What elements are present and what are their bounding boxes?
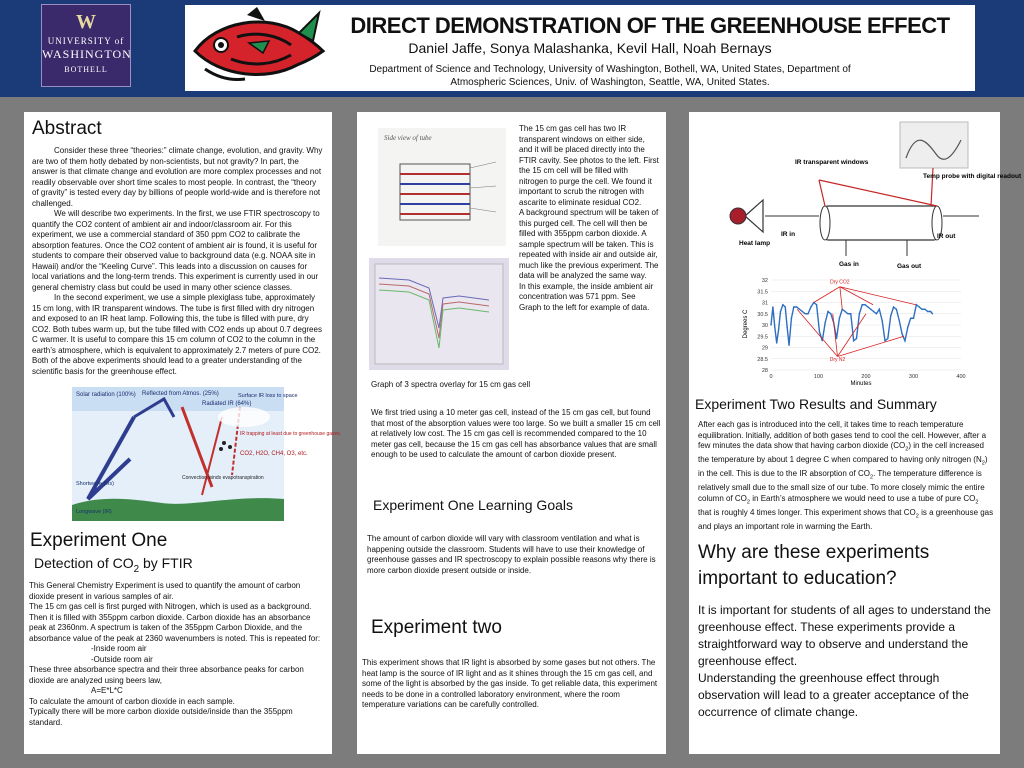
experiment-one-subheading — [34, 555, 193, 575]
logo-line-bothell: BOTHELL — [64, 65, 108, 74]
chart-data-point — [867, 306, 868, 307]
importance-paragraph: Understanding the greenhouse effect through observation will lead to a greater acceptance of the occurrence of climate change. — [698, 671, 969, 719]
chart-y-tick: 30 — [761, 323, 768, 329]
chart-data-point — [879, 309, 880, 310]
chart-data-point — [856, 338, 857, 339]
results-subscript: 2 — [915, 513, 919, 520]
chart-data-point — [910, 318, 911, 319]
spectra-overlay-photo — [369, 258, 509, 370]
chart-y-tick: 31.5 — [757, 289, 768, 296]
chart-data-point — [913, 318, 914, 319]
experiment-two-text: This experiment shows that IR light is absorbed by some gases but not others. The heat lamp is the source of IR light and as it shines through the 15 cm gas cell, and some of the light is absorbed by the gas inside. To get reliable data, this experiment needs to be done in a controlled laboratory environment, where the room temperature variations can be carefully controlled. — [362, 658, 658, 709]
chart-data-point — [873, 311, 874, 312]
chart-data-point — [776, 342, 777, 343]
results-segment: ) in the cell. This is due to the IR absorption of CO — [698, 455, 988, 479]
chart-data-point — [827, 311, 828, 312]
experiment-one-heading: Experiment One — [30, 530, 168, 551]
left-panel — [24, 112, 342, 754]
subheading-text: Detection of CO — [34, 555, 134, 571]
chart-data-point — [780, 311, 781, 312]
chart-annotation-arrow — [838, 336, 905, 356]
chart-data-point — [802, 311, 803, 312]
chart-data-point — [822, 340, 823, 341]
diagram-label: CO2, H2O, CH4, O3, etc. — [240, 451, 308, 457]
results-segment: After each gas is introduced into the cell, it takes time to reach temperature equilibration. Initially, addition of both gases tend to cool the cell. However, after a few minutes the data show that having carbon dioxide (CO — [698, 420, 987, 450]
diagram-label: Shortwave (vis) — [76, 481, 114, 487]
chart-data-point — [921, 309, 922, 310]
first-tried-text: We first tried using a 10 meter gas cell, instead of the 15 cm gas cell, but found that most of the absorption values were too large. So we built a smaller 15 cm cell at relatively low cost. The 15 cm gas cell is recommended compared to the 10 meter gas cell, because the 15 cm gas cell has absorbance values that are small enough to be used to calculate the amount of carbon dioxide present. — [371, 408, 661, 459]
apparatus-label: Heat lamp — [739, 240, 771, 247]
apparatus-label: IR transparent windows — [795, 159, 869, 166]
results-subscript: 2 — [975, 499, 979, 506]
chart-data-point — [932, 313, 933, 314]
chart-y-tick: 28.5 — [757, 356, 768, 363]
chart-data-point — [788, 345, 789, 346]
affiliation: Department of Science and Technology, University of Washington, Bothell, WA, United States, Department of Atmospheric Sciences, Univ. of Washington, Seattle, WA, United States. — [369, 64, 851, 88]
exp-one-line: These three absorbance spectra and their three absorbance peaks for carbon dioxide are analyzed using beers law, — [29, 665, 304, 685]
gas-cell-sketch — [378, 128, 506, 246]
chart-annotation-arrow — [840, 287, 873, 305]
diagram-label: Radiated IR (64%) — [202, 401, 252, 407]
exp-one-line: To calculate the amount of carbon dioxide in each sample. — [29, 696, 235, 706]
chart-x-label: Minutes — [850, 381, 872, 387]
diagram-label: Surface IR loss to space — [238, 393, 298, 399]
chart-annotation-arrow — [840, 287, 842, 310]
chart-data-point — [844, 311, 845, 312]
chart-data-point — [919, 306, 920, 307]
gas-cell-text: The 15 cm gas cell has two IR transparent windows on either side, and it will be placed directly into the FTIR cavity. See photos to the left. First the 15 cm cell will be filled with nitrogen to purge the cell. We found it important to scrub the nitrogen with ascarite to eliminate residual CO2. A background spectrum will be taken of this purged cell. The cell will then be filled with 355ppm carbon dioxide. A sample spectrum will be taken. This is repeated with inside air and outside air, much like the previous experiment. The data will be analyzed the same way. In this example, the inside ambient air concentration was 571 ppm. See Graph to the left for example of data. — [519, 124, 659, 312]
chart-data-point — [839, 318, 840, 319]
chart-y-tick: 30.5 — [757, 311, 768, 318]
greenhouse-effect-diagram — [72, 387, 342, 521]
exp-one-line: A=E*L*C — [91, 686, 123, 695]
experiment-two-results-heading: Experiment Two Results and Summary — [695, 396, 937, 412]
chart-y-tick: 31 — [761, 300, 768, 307]
apparatus-label: Gas in — [839, 261, 859, 268]
chart-data-point — [774, 327, 775, 328]
title-box — [185, 5, 975, 91]
chart-annotation-arrow — [814, 287, 840, 303]
chart-y-tick: 28 — [761, 368, 768, 374]
gas-cell-description — [519, 124, 659, 313]
abstract-paragraph: We will describe two experiments. In the first, we use FTIR spectroscopy to quantify the CO2 content of ambient air and indoor/classroom air. For this experiment, we use a commercial standard of 350 ppm CO2 to calibrate the absorption features. Once the CO2 content of ambient air is found, it is useful for students to compare their observed value to background data (e.g. NOAA site in Hawaii) and/or the “Keeling Curve”. This leads into a discussion on causes for local variations and the long-term trends. This experiment is currently used in our general chemistry class but could be used in many other science classes. — [32, 209, 320, 292]
chart-annotation-n2: Dry N2 — [829, 357, 846, 363]
sketch-label: Side view of tube — [384, 134, 432, 142]
chart-data-point — [785, 306, 786, 307]
diagram-label: IR trapping at least due to greenhouse gases. — [240, 431, 342, 437]
chart-annotation-co2: Dry CO2 — [830, 279, 850, 286]
middle-panel — [357, 112, 666, 754]
chart-data-point — [782, 304, 783, 305]
results-segment: that is roughly 4 times longer. This experiment shows that CO — [698, 507, 916, 517]
chart-data-point — [899, 320, 900, 321]
subheading-text: by FTIR — [139, 555, 193, 571]
results-segment: is a greenhouse gas and plays an important role in warming the Earth. — [698, 507, 994, 531]
chart-data-point — [850, 313, 851, 314]
exp-one-line: -Inside room air — [91, 644, 147, 653]
chart-data-point — [836, 338, 837, 339]
abstract-paragraph: In the second experiment, we use a simple plexiglass tube, approximately 15 cm long, with IR transparent windows. The tube is first filled with dry nitrogen and exposed to an IR heat lamp. Following this, the tube is filled with pure, dry CO2. Both tubes warm up, but the tube filled with CO2 ends up about 0.7 degrees C warmer. It is useful to compare this 15 cm column of CO2 to the column in the earth’s atmosphere, which is equivalent to approximately 2.7 meters of pure CO2. Both of the above experiments should lead to a greater understanding of the scientific basis for the greenhouse effect. — [32, 293, 322, 376]
chart-data-point — [884, 340, 885, 341]
temperature-chart — [741, 274, 971, 388]
learning-goals-heading: Experiment One Learning Goals — [373, 497, 573, 513]
chart-data-point — [816, 304, 817, 305]
chart-x-tick: 400 — [956, 374, 966, 380]
chart-data-point — [796, 306, 797, 307]
diagram-label: Reflected from Atmos. (25%) — [142, 391, 219, 397]
chart-data-point — [810, 306, 811, 307]
results-subscript: 2 — [869, 474, 874, 481]
abstract-heading: Abstract — [32, 118, 102, 139]
experiment-two-results-text — [698, 420, 994, 532]
chart-data-point — [907, 327, 908, 328]
diagram-label: Longwave (IR) — [76, 509, 112, 515]
graph-caption: Graph of 3 spectra overlay for 15 cm gas cell — [371, 380, 531, 389]
chart-data-point — [887, 338, 888, 339]
chart-x-tick: 100 — [813, 374, 824, 380]
results-segment: ) in the cell increased the temperature by about 1 degree C when compared to having only nitrogen (N — [698, 441, 984, 465]
chart-data-point — [770, 324, 771, 325]
results-subscript: 2 — [905, 446, 909, 453]
authors: Daniel Jaffe, Sonya Malashanka, Kevil Hall, Noah Bernays — [408, 40, 772, 56]
chart-data-point — [864, 304, 865, 305]
chart-data-point — [927, 311, 928, 312]
chart-data-point — [853, 340, 854, 341]
exp-one-line: -Outside room air — [91, 654, 153, 664]
chart-data-point — [890, 315, 891, 316]
chart-data-point — [830, 313, 831, 314]
chart-data-point — [862, 304, 863, 305]
apparatus-label: Gas out — [897, 263, 922, 270]
apparatus-label: IR out — [937, 233, 956, 240]
apparatus-diagram — [711, 120, 1022, 276]
chart-data-point — [778, 329, 779, 330]
chart-data-point — [904, 340, 905, 341]
exp-one-line: The 15 cm gas cell is first purged with Nitrogen, which is used as a background. Then it is filled with 355ppm carbon dioxide. Carbon dioxide has an absorbance peak at 2360nm. A spectrum is taken of the 355ppm Carbon Dioxide, and the absorbance value of the peak at 2360 wavenumbers is noted. This is repeated for: — [29, 602, 321, 643]
chart-data-point — [881, 320, 882, 321]
chart-y-tick: 29.5 — [757, 334, 768, 341]
chart-data-point — [772, 306, 773, 307]
chart-y-tick: 29 — [761, 345, 768, 352]
chart-data-point — [793, 306, 794, 307]
chart-data-point — [824, 322, 825, 323]
chart-data-point — [870, 309, 871, 310]
diagram-label: Solar radiation (100%) — [76, 392, 136, 398]
chart-data-point — [893, 306, 894, 307]
learning-goals-text: The amount of carbon dioxide will vary with classroom ventilation and what is happening outside the classroom. Students will have to use their knowledge of greenhouse gasses and IR spectroscopy to explain possible reasons why there is more carbon dioxide present outside or inside. — [367, 534, 656, 575]
chart-data-point — [819, 331, 820, 332]
logo-line-university: UNIVERSITY of — [47, 36, 125, 46]
header-bar — [0, 0, 1024, 97]
chart-data-point — [930, 311, 931, 312]
poster-title: DIRECT DEMONSTRATION OF THE GREENHOUSE EFFECT — [350, 13, 950, 38]
results-subscript: 2 — [981, 460, 985, 467]
chart-data-point — [876, 313, 877, 314]
chart-y-tick: 32 — [761, 278, 768, 284]
abstract-body — [32, 146, 324, 377]
importance-paragraph: It is important for students of all ages to understand the greenhouse effect. These experiments provide a straightforward way to observe and understand the greenhouse effect. — [698, 603, 991, 668]
right-panel — [689, 112, 1022, 754]
logo-line-washington: WASHINGTON — [42, 47, 132, 61]
chart-y-label: Degrees C — [743, 309, 749, 339]
apparatus-label: IR in — [781, 231, 796, 238]
chart-data-point — [901, 333, 902, 334]
apparatus-label: Temp probe with digital readout — [923, 173, 1022, 180]
salmon-art-icon — [187, 7, 327, 87]
exp-one-line: Typically there will be more carbon dioxide outside/inside than the 355ppm standard. — [29, 707, 293, 727]
uw-bothell-logo — [41, 4, 131, 87]
importance-body — [698, 602, 998, 721]
abstract-paragraph: Consider these three “theories:” climate change, evolution, and gravity. Why are two of them hotly debated by non-scientists, but not gravity? In part, the answer is that climate change and evolution are more complex processes and not readily observable over short time scales to most people. In contrast, the “theory of gravity” is tested every day by billions of people world-wide and is therefore not challenged. — [32, 146, 323, 208]
chart-x-tick: 0 — [769, 374, 773, 380]
chart-data-point — [896, 309, 897, 310]
chart-data-point — [786, 327, 787, 328]
chart-annotation-arrow — [840, 287, 916, 305]
chart-data-point — [847, 313, 848, 314]
chart-data-point — [807, 313, 808, 314]
experiment-one-body — [29, 581, 327, 728]
chart-data-point — [805, 313, 806, 314]
exp-one-line: This General Chemistry Experiment is used to quantify the amount of carbon dioxide present in various samples of air. — [29, 581, 301, 601]
experiment-two-heading: Experiment two — [371, 617, 502, 638]
chart-data-point — [791, 318, 792, 319]
chart-data-point — [859, 313, 860, 314]
results-segment: . The temperature difference is relatively small due to the small size of our tube. To more closely mimic the entire column of CO — [698, 469, 985, 503]
results-segment: in Earth’s atmosphere we would need to use a tube of pure CO — [750, 493, 976, 503]
diagram-label: Convection winds evapotranspiration — [182, 475, 264, 481]
chart-x-tick: 300 — [908, 374, 919, 380]
importance-heading: Why are these experiments important to education? — [698, 542, 930, 589]
chart-data-point — [924, 309, 925, 310]
chart-data-point — [799, 309, 800, 310]
subheading-subscript: 2 — [133, 563, 140, 575]
logo-w: W — [76, 11, 96, 33]
chart-series-line — [771, 303, 933, 346]
chart-x-tick: 200 — [861, 374, 871, 380]
results-subscript: 2 — [746, 499, 751, 506]
